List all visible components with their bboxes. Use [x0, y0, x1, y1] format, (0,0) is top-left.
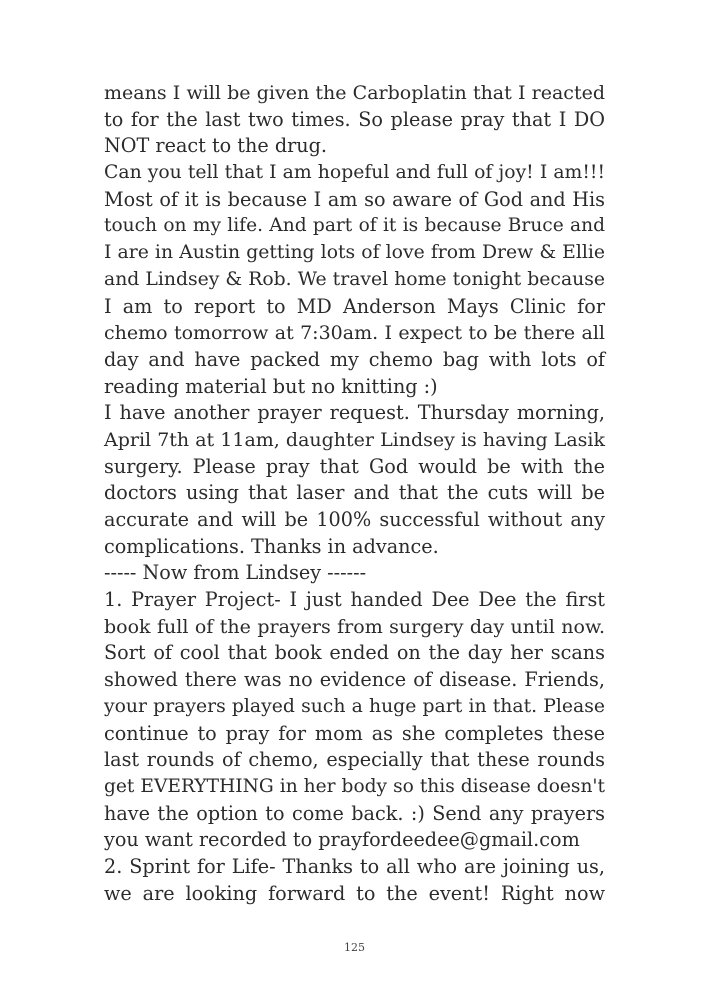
text-line: to for the last two times. So please pray that I DO — [104, 107, 605, 131]
text-line: and Lindsey & Rob. We travel home tonight because — [104, 268, 605, 290]
text-line: we are looking forward to the event! Right now — [104, 881, 605, 905]
text-line: showed there was no evidence of disease. Friends, — [104, 668, 605, 692]
text-line: Can you tell that I am hopeful and full of joy! I am!!! — [104, 162, 605, 184]
text-line: you want recorded to prayfordeedee@gmail.com — [104, 828, 580, 852]
text-line: I are in Austin getting lots of love from Drew & Ellie — [104, 242, 605, 264]
text-line: continue to pray for mom as she completes these — [104, 721, 605, 745]
text-line: April 7th at 11am, daughter Lindsey is having Lasik — [104, 428, 605, 451]
text-line: NOT react to the drug. — [104, 134, 328, 158]
text-line: means I will be given the Carboplatin that I reacted — [104, 82, 605, 104]
text-line: Most of it is because I am so aware of God and His — [104, 187, 605, 211]
text-line: your prayers played such a huge part in that. Please — [104, 695, 605, 717]
text-line: I have another prayer request. Thursday morning, — [104, 401, 605, 425]
page-number: 125 — [344, 941, 365, 954]
text-line: have the option to come back. :) Send any prayers — [104, 801, 605, 825]
text-line: complications. Thanks in advance. — [104, 534, 439, 558]
text-line: book full of the prayers from surgery day until now. — [104, 615, 605, 638]
body-text — [104, 80, 605, 907]
text-line: I am to report to MD Anderson Mays Clinic for — [104, 294, 605, 318]
text-line: 2. Sprint for Life- Thanks to all who are joining us, — [104, 854, 605, 878]
text-line: reading material but no knitting :) — [104, 374, 438, 398]
text-line: accurate and will be 100% successful without any — [104, 508, 605, 531]
text-line: ----- Now from Lindsey ------ — [104, 561, 367, 585]
text-line: get EVERYTHING in her body so this disease doesn't — [104, 775, 605, 797]
text-line: doctors using that laser and that the cuts will be — [104, 481, 605, 505]
text-line: last rounds of chemo, especially that these rounds — [104, 748, 605, 772]
text-line: surgery. Please pray that God would be with the — [104, 454, 605, 478]
text-line: chemo tomorrow at 7:30am. I expect to be there all — [104, 322, 605, 345]
text-line: touch on my life. And part of it is because Bruce and — [104, 215, 605, 237]
text-line: day and have packed my chemo bag with lots of — [104, 347, 605, 371]
text-line: Sort of cool that book ended on the day her scans — [104, 641, 605, 665]
text-line: 1. Prayer Project- I just handed Dee Dee the first — [104, 588, 605, 612]
